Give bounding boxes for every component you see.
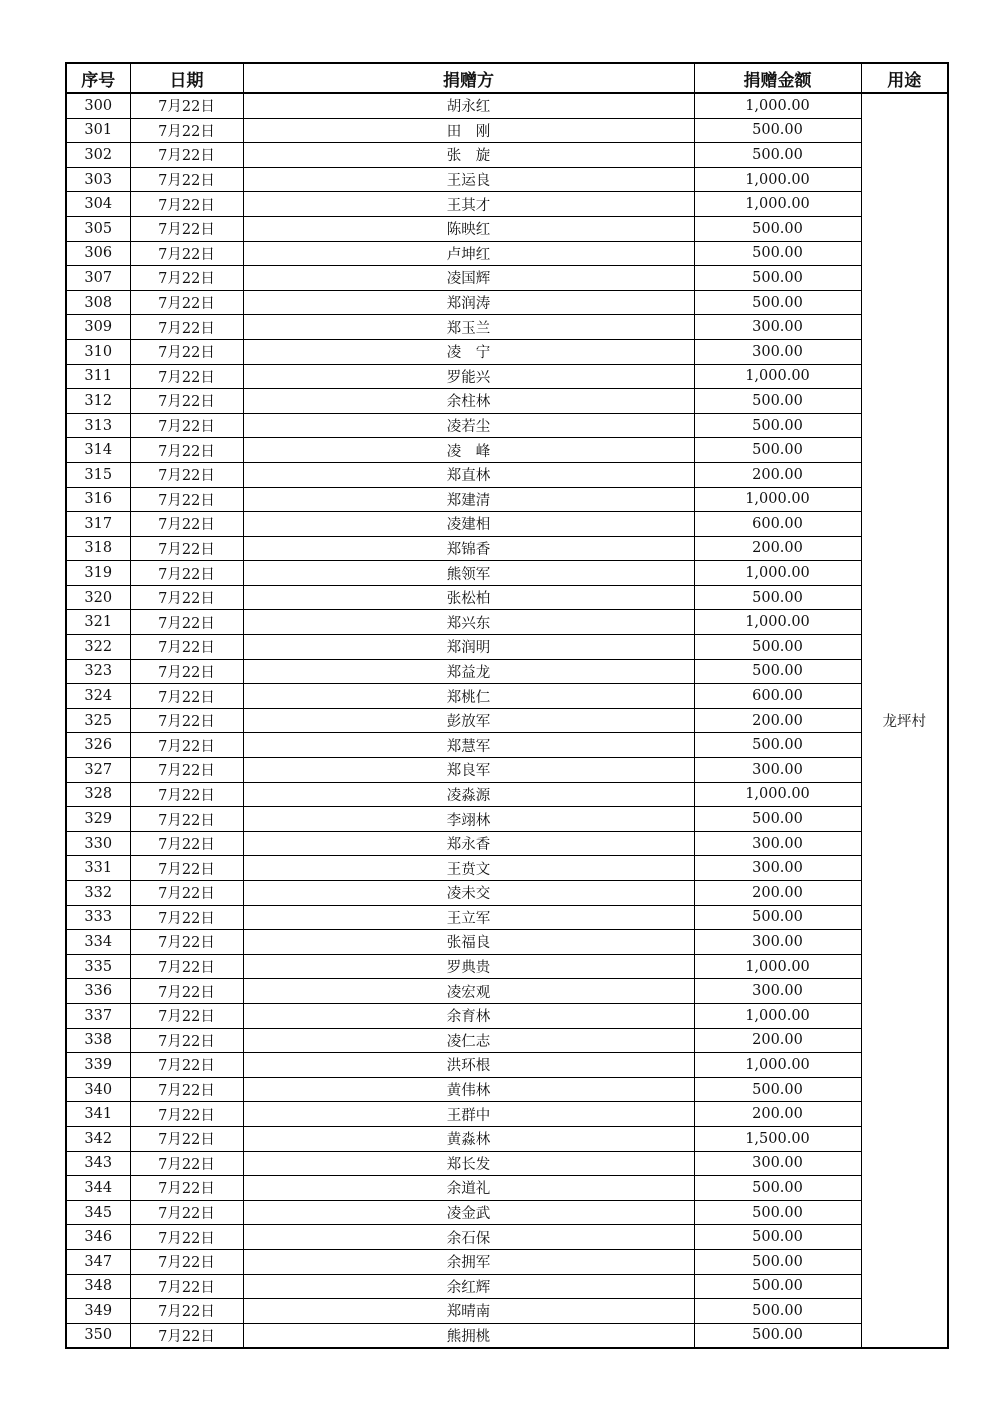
cell-seq: 335 [66, 954, 130, 979]
table-row [66, 216, 948, 241]
cell-seq: 320 [66, 585, 130, 610]
table-header [66, 63, 948, 93]
table-row [66, 192, 948, 217]
cell-amount: 500.00 [694, 241, 861, 266]
cell-amount: 200.00 [694, 1028, 861, 1053]
cell-seq: 341 [66, 1102, 130, 1127]
cell-donor: 黄淼林 [243, 1126, 694, 1151]
cell-date: 7月22日 [130, 93, 243, 118]
cell-donor: 余石保 [243, 1225, 694, 1250]
table-row [66, 339, 948, 364]
cell-seq: 347 [66, 1249, 130, 1274]
cell-seq: 339 [66, 1053, 130, 1078]
table-row [66, 659, 948, 684]
cell-date: 7月22日 [130, 241, 243, 266]
cell-amount: 1,000.00 [694, 782, 861, 807]
table-row [66, 831, 948, 856]
cell-donor: 凌淼源 [243, 782, 694, 807]
cell-donor: 陈映红 [243, 216, 694, 241]
cell-seq: 348 [66, 1274, 130, 1299]
cell-date: 7月22日 [130, 512, 243, 537]
cell-donor: 卢坤红 [243, 241, 694, 266]
cell-date: 7月22日 [130, 1323, 243, 1348]
cell-donor: 张 旋 [243, 143, 694, 168]
cell-amount: 300.00 [694, 930, 861, 955]
table-row [66, 979, 948, 1004]
table-row [66, 1249, 948, 1274]
cell-date: 7月22日 [130, 290, 243, 315]
cell-purpose: 龙坪村 [861, 93, 948, 1348]
table-row [66, 438, 948, 463]
table-row [66, 93, 948, 118]
cell-seq: 325 [66, 708, 130, 733]
cell-seq: 327 [66, 758, 130, 783]
cell-donor: 郑长发 [243, 1151, 694, 1176]
cell-amount: 1,000.00 [694, 610, 861, 635]
cell-seq: 311 [66, 364, 130, 389]
cell-donor: 余育林 [243, 1003, 694, 1028]
cell-donor: 王立军 [243, 905, 694, 930]
table-row [66, 290, 948, 315]
cell-seq: 310 [66, 339, 130, 364]
cell-amount: 300.00 [694, 339, 861, 364]
table-row [66, 561, 948, 586]
cell-seq: 305 [66, 216, 130, 241]
cell-donor: 田 刚 [243, 118, 694, 143]
cell-donor: 余道礼 [243, 1176, 694, 1201]
table-row [66, 1225, 948, 1250]
table-row [66, 462, 948, 487]
cell-amount: 300.00 [694, 758, 861, 783]
header-seq: 序号 [66, 63, 130, 93]
cell-amount: 1,000.00 [694, 954, 861, 979]
cell-donor: 熊拥桃 [243, 1323, 694, 1348]
table-row [66, 684, 948, 709]
cell-amount: 500.00 [694, 266, 861, 291]
table-row [66, 118, 948, 143]
cell-date: 7月22日 [130, 1102, 243, 1127]
cell-amount: 600.00 [694, 684, 861, 709]
cell-donor: 凌金武 [243, 1200, 694, 1225]
cell-amount: 500.00 [694, 659, 861, 684]
cell-date: 7月22日 [130, 782, 243, 807]
cell-donor: 郑润明 [243, 635, 694, 660]
cell-seq: 342 [66, 1126, 130, 1151]
cell-date: 7月22日 [130, 1274, 243, 1299]
cell-seq: 321 [66, 610, 130, 635]
cell-seq: 318 [66, 536, 130, 561]
cell-seq: 307 [66, 266, 130, 291]
cell-seq: 326 [66, 733, 130, 758]
cell-amount: 500.00 [694, 1077, 861, 1102]
cell-donor: 凌 峰 [243, 438, 694, 463]
cell-donor: 郑永香 [243, 831, 694, 856]
cell-donor: 黄伟林 [243, 1077, 694, 1102]
cell-date: 7月22日 [130, 1151, 243, 1176]
cell-amount: 200.00 [694, 881, 861, 906]
cell-amount: 500.00 [694, 635, 861, 660]
cell-date: 7月22日 [130, 216, 243, 241]
cell-date: 7月22日 [130, 1053, 243, 1078]
header-row [66, 63, 948, 93]
cell-donor: 郑锦香 [243, 536, 694, 561]
header-date: 日期 [130, 63, 243, 93]
cell-donor: 郑直林 [243, 462, 694, 487]
cell-date: 7月22日 [130, 315, 243, 340]
cell-date: 7月22日 [130, 905, 243, 930]
cell-seq: 322 [66, 635, 130, 660]
cell-donor: 胡永红 [243, 93, 694, 118]
cell-amount: 500.00 [694, 438, 861, 463]
cell-seq: 328 [66, 782, 130, 807]
cell-donor: 郑慧军 [243, 733, 694, 758]
cell-date: 7月22日 [130, 758, 243, 783]
table-row [66, 266, 948, 291]
cell-seq: 343 [66, 1151, 130, 1176]
cell-seq: 308 [66, 290, 130, 315]
cell-date: 7月22日 [130, 167, 243, 192]
cell-donor: 郑润涛 [243, 290, 694, 315]
cell-amount: 1,000.00 [694, 487, 861, 512]
cell-amount: 1,000.00 [694, 561, 861, 586]
cell-seq: 340 [66, 1077, 130, 1102]
table-row [66, 315, 948, 340]
cell-seq: 314 [66, 438, 130, 463]
cell-amount: 500.00 [694, 216, 861, 241]
table-row [66, 512, 948, 537]
cell-donor: 洪环根 [243, 1053, 694, 1078]
cell-seq: 336 [66, 979, 130, 1004]
cell-date: 7月22日 [130, 733, 243, 758]
cell-seq: 316 [66, 487, 130, 512]
cell-date: 7月22日 [130, 684, 243, 709]
cell-seq: 332 [66, 881, 130, 906]
cell-donor: 郑桃仁 [243, 684, 694, 709]
cell-amount: 500.00 [694, 1274, 861, 1299]
table-row [66, 1323, 948, 1348]
cell-amount: 1,000.00 [694, 1003, 861, 1028]
cell-seq: 313 [66, 413, 130, 438]
cell-donor: 郑建清 [243, 487, 694, 512]
cell-amount: 500.00 [694, 733, 861, 758]
cell-donor: 王群中 [243, 1102, 694, 1127]
cell-date: 7月22日 [130, 930, 243, 955]
cell-seq: 337 [66, 1003, 130, 1028]
cell-date: 7月22日 [130, 881, 243, 906]
cell-amount: 500.00 [694, 389, 861, 414]
cell-date: 7月22日 [130, 954, 243, 979]
cell-amount: 500.00 [694, 413, 861, 438]
cell-donor: 郑玉兰 [243, 315, 694, 340]
cell-donor: 张福良 [243, 930, 694, 955]
cell-date: 7月22日 [130, 831, 243, 856]
cell-amount: 300.00 [694, 856, 861, 881]
header-amount: 捐赠金额 [694, 63, 861, 93]
cell-donor: 王运良 [243, 167, 694, 192]
table-body [66, 93, 948, 1348]
cell-date: 7月22日 [130, 487, 243, 512]
cell-seq: 331 [66, 856, 130, 881]
cell-donor: 余拥军 [243, 1249, 694, 1274]
cell-date: 7月22日 [130, 192, 243, 217]
cell-donor: 凌国辉 [243, 266, 694, 291]
cell-seq: 333 [66, 905, 130, 930]
cell-seq: 323 [66, 659, 130, 684]
table-row [66, 1003, 948, 1028]
cell-seq: 301 [66, 118, 130, 143]
cell-amount: 500.00 [694, 1225, 861, 1250]
cell-amount: 1,500.00 [694, 1126, 861, 1151]
cell-date: 7月22日 [130, 266, 243, 291]
cell-donor: 罗典贵 [243, 954, 694, 979]
table-row [66, 954, 948, 979]
cell-amount: 500.00 [694, 118, 861, 143]
header-donor: 捐赠方 [243, 63, 694, 93]
cell-amount: 500.00 [694, 1200, 861, 1225]
cell-donor: 郑晴南 [243, 1299, 694, 1324]
cell-date: 7月22日 [130, 561, 243, 586]
table-row [66, 881, 948, 906]
cell-amount: 1,000.00 [694, 364, 861, 389]
cell-amount: 1,000.00 [694, 93, 861, 118]
table-row [66, 1028, 948, 1053]
cell-amount: 500.00 [694, 143, 861, 168]
cell-date: 7月22日 [130, 708, 243, 733]
table-row [66, 389, 948, 414]
cell-amount: 300.00 [694, 831, 861, 856]
table-row [66, 856, 948, 881]
table-row [66, 536, 948, 561]
table-row [66, 1274, 948, 1299]
cell-donor: 凌 宁 [243, 339, 694, 364]
table-row [66, 364, 948, 389]
table-row [66, 1053, 948, 1078]
cell-donor: 郑良军 [243, 758, 694, 783]
cell-date: 7月22日 [130, 585, 243, 610]
cell-seq: 324 [66, 684, 130, 709]
cell-date: 7月22日 [130, 1077, 243, 1102]
cell-seq: 306 [66, 241, 130, 266]
cell-seq: 330 [66, 831, 130, 856]
cell-donor: 熊领军 [243, 561, 694, 586]
table-row [66, 1102, 948, 1127]
cell-amount: 1,000.00 [694, 192, 861, 217]
cell-date: 7月22日 [130, 1176, 243, 1201]
cell-date: 7月22日 [130, 1249, 243, 1274]
cell-amount: 200.00 [694, 462, 861, 487]
cell-seq: 334 [66, 930, 130, 955]
cell-amount: 500.00 [694, 1176, 861, 1201]
cell-amount: 500.00 [694, 1299, 861, 1324]
cell-amount: 200.00 [694, 536, 861, 561]
table-row [66, 1126, 948, 1151]
cell-date: 7月22日 [130, 1225, 243, 1250]
table-row [66, 413, 948, 438]
cell-seq: 346 [66, 1225, 130, 1250]
table-row [66, 585, 948, 610]
table-row [66, 1200, 948, 1225]
table-row [66, 610, 948, 635]
table-row [66, 487, 948, 512]
cell-date: 7月22日 [130, 143, 243, 168]
cell-donor: 罗能兴 [243, 364, 694, 389]
table-row [66, 1077, 948, 1102]
cell-donor: 彭放军 [243, 708, 694, 733]
table-row [66, 807, 948, 832]
cell-donor: 王贲文 [243, 856, 694, 881]
cell-donor: 张松柏 [243, 585, 694, 610]
cell-date: 7月22日 [130, 118, 243, 143]
cell-date: 7月22日 [130, 389, 243, 414]
cell-donor: 余柱林 [243, 389, 694, 414]
cell-date: 7月22日 [130, 462, 243, 487]
cell-amount: 200.00 [694, 708, 861, 733]
cell-donor: 余红辉 [243, 1274, 694, 1299]
cell-amount: 1,000.00 [694, 1053, 861, 1078]
cell-date: 7月22日 [130, 438, 243, 463]
table-row [66, 905, 948, 930]
cell-donor: 凌宏观 [243, 979, 694, 1004]
table-row [66, 708, 948, 733]
cell-seq: 312 [66, 389, 130, 414]
cell-date: 7月22日 [130, 659, 243, 684]
cell-seq: 302 [66, 143, 130, 168]
cell-date: 7月22日 [130, 364, 243, 389]
cell-donor: 凌若尘 [243, 413, 694, 438]
cell-seq: 309 [66, 315, 130, 340]
cell-date: 7月22日 [130, 856, 243, 881]
cell-donor: 郑兴东 [243, 610, 694, 635]
cell-amount: 200.00 [694, 1102, 861, 1127]
cell-amount: 500.00 [694, 807, 861, 832]
cell-seq: 349 [66, 1299, 130, 1324]
cell-amount: 500.00 [694, 1323, 861, 1348]
cell-donor: 王其才 [243, 192, 694, 217]
cell-date: 7月22日 [130, 979, 243, 1004]
cell-seq: 317 [66, 512, 130, 537]
table-row [66, 167, 948, 192]
cell-amount: 300.00 [694, 979, 861, 1004]
table-row [66, 782, 948, 807]
cell-amount: 500.00 [694, 1249, 861, 1274]
cell-seq: 338 [66, 1028, 130, 1053]
table-row [66, 143, 948, 168]
cell-seq: 350 [66, 1323, 130, 1348]
cell-donor: 凌建相 [243, 512, 694, 537]
cell-donor: 郑益龙 [243, 659, 694, 684]
header-purpose: 用途 [861, 63, 948, 93]
cell-seq: 345 [66, 1200, 130, 1225]
cell-amount: 500.00 [694, 905, 861, 930]
table-row [66, 930, 948, 955]
cell-date: 7月22日 [130, 807, 243, 832]
cell-date: 7月22日 [130, 635, 243, 660]
cell-date: 7月22日 [130, 339, 243, 364]
cell-seq: 315 [66, 462, 130, 487]
cell-date: 7月22日 [130, 536, 243, 561]
cell-date: 7月22日 [130, 413, 243, 438]
cell-seq: 303 [66, 167, 130, 192]
cell-seq: 329 [66, 807, 130, 832]
cell-amount: 1,000.00 [694, 167, 861, 192]
table-row [66, 1176, 948, 1201]
cell-date: 7月22日 [130, 610, 243, 635]
table-row [66, 758, 948, 783]
cell-donor: 李翊林 [243, 807, 694, 832]
cell-date: 7月22日 [130, 1028, 243, 1053]
cell-amount: 500.00 [694, 585, 861, 610]
donation-table [65, 62, 949, 1349]
cell-date: 7月22日 [130, 1126, 243, 1151]
cell-date: 7月22日 [130, 1299, 243, 1324]
cell-amount: 300.00 [694, 1151, 861, 1176]
table-row [66, 241, 948, 266]
cell-seq: 319 [66, 561, 130, 586]
cell-donor: 凌未交 [243, 881, 694, 906]
cell-seq: 304 [66, 192, 130, 217]
cell-date: 7月22日 [130, 1200, 243, 1225]
cell-amount: 500.00 [694, 290, 861, 315]
table-row [66, 1299, 948, 1324]
cell-seq: 300 [66, 93, 130, 118]
cell-donor: 凌仁志 [243, 1028, 694, 1053]
cell-date: 7月22日 [130, 1003, 243, 1028]
table-row [66, 635, 948, 660]
table-row [66, 1151, 948, 1176]
cell-amount: 600.00 [694, 512, 861, 537]
table-row [66, 733, 948, 758]
cell-seq: 344 [66, 1176, 130, 1201]
cell-amount: 300.00 [694, 315, 861, 340]
